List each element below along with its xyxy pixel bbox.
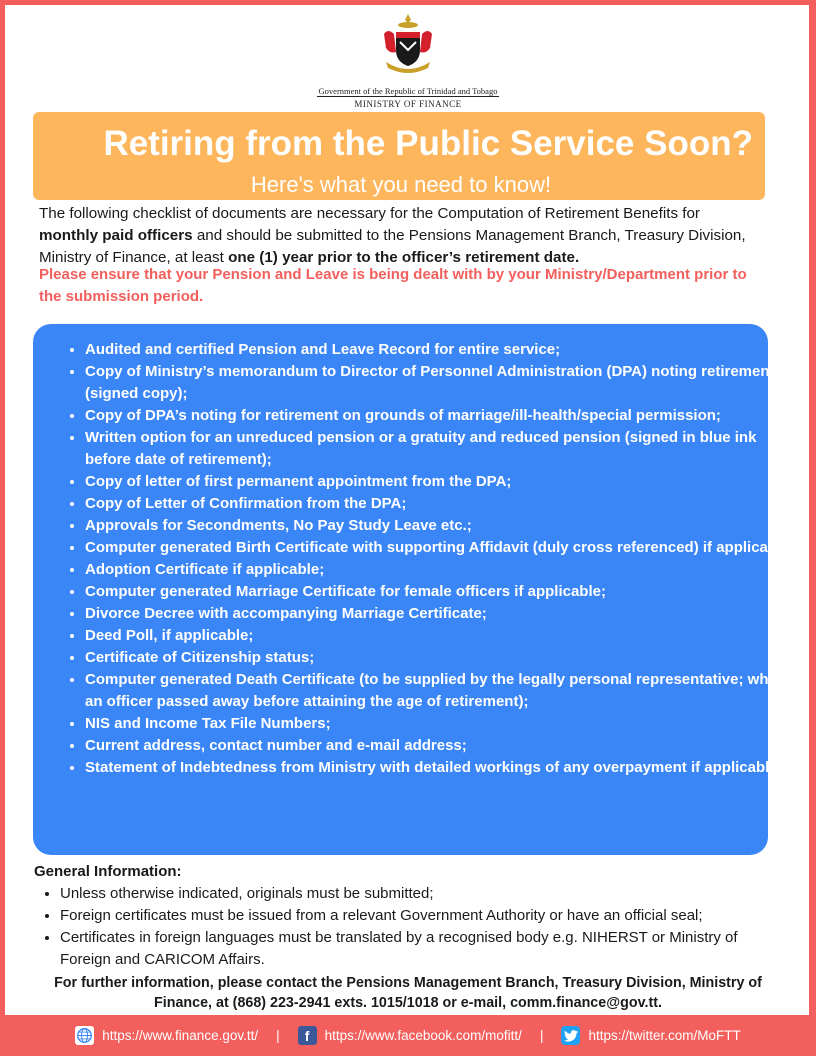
general-item: • Unless otherwise indicated, originals must be submitted; <box>60 883 774 905</box>
list-item: • Copy of letter of first permanent appointment from the DPA; <box>85 471 795 493</box>
footer-separator: | <box>539 1028 544 1043</box>
page-title: Retiring from the Public Service Soon? <box>103 124 753 163</box>
list-item: • Audited and certified Pension and Leave Record for entire service; <box>85 339 795 361</box>
list-item: • Copy of Letter of Confirmation from the DPA; <box>85 493 795 515</box>
intro-bold-2: one (1) year prior to the officer’s retirement date. <box>228 249 580 266</box>
general-information-heading: General Information: <box>34 863 182 880</box>
list-item: • Current address, contact number and e-mail address; <box>85 735 795 757</box>
list-item: • Deed Poll, if applicable; <box>85 625 795 647</box>
facebook-icon: f <box>298 1026 317 1045</box>
list-item: • Approvals for Secondments, No Pay Study Leave etc.; <box>85 515 795 537</box>
list-item: • Computer generated Marriage Certificate for female officers if applicable; <box>85 581 795 603</box>
warning-text: Please ensure that your Pension and Leave is being dealt with by your Ministry/Department prior to the submission period. <box>39 266 747 305</box>
left-border <box>0 0 5 1056</box>
logo-government-text: Government of the Republic of Trinidad and Tobago <box>318 86 498 96</box>
contact-information: For further information, please contact the Pensions Management Branch, Treasury Division, Ministry of Finance, at (868) 223-2941 exts. 1015/1018 or e-mail, comm.finance@gov.tt. <box>54 975 762 1011</box>
list-item: • Adoption Certificate if applicable; <box>85 559 795 581</box>
intro-paragraph <box>39 203 759 269</box>
twitter-icon <box>561 1026 580 1045</box>
globe-icon <box>75 1026 94 1045</box>
footer-links <box>0 1015 816 1056</box>
intro-text-2: and should be submitted to the Pensions Management Branch, Treasury Division, Ministry of Finance, at least <box>39 227 746 266</box>
facebook-url[interactable]: https://www.facebook.com/mofitt/ <box>324 1028 522 1043</box>
logo-ministry-text: MINISTRY OF FINANCE <box>354 99 462 109</box>
twitter-url[interactable]: https://twitter.com/MoFTT <box>588 1028 741 1043</box>
footer-separator: | <box>276 1028 280 1043</box>
list-item: • Written option for an unreduced pension or a gratuity and reduced pension (signed in blue ink before date of retirement); <box>85 427 795 471</box>
right-border <box>809 0 816 1056</box>
list-item: • Divorce Decree with accompanying Marriage Certificate; <box>85 603 795 625</box>
title-banner <box>33 112 765 200</box>
intro-bold-1: monthly paid officers <box>39 227 193 244</box>
list-item: • Copy of Ministry’s memorandum to Director of Personnel Administration (DPA) noting retirement (signed copy); <box>85 361 795 405</box>
website-link[interactable] <box>75 1026 258 1045</box>
twitter-link[interactable] <box>561 1026 740 1045</box>
list-item: • NIS and Income Tax File Numbers; <box>85 713 795 735</box>
general-information <box>34 861 774 971</box>
general-item: • Certificates in foreign languages must be translated by a recognised body e.g. NIHERST or Ministry of Foreign and CARICOM Affairs. <box>60 927 774 971</box>
list-item: • Certificate of Citizenship status; <box>85 647 795 669</box>
intro-text-1: The following checklist of documents are necessary for the Computation of Retirement Benefits for <box>39 205 700 222</box>
top-border <box>0 0 816 5</box>
document-checklist <box>33 324 795 855</box>
facebook-link[interactable] <box>298 1026 522 1045</box>
page-subtitle: Here's what you need to know! <box>250 172 552 197</box>
list-item: • Computer generated Death Certificate (to be supplied by the legally personal representative; where an officer passed away before attaining the age of retirement); <box>85 669 795 713</box>
ministry-logo <box>310 12 506 109</box>
coat-of-arms-icon <box>378 12 438 76</box>
list-item: • Computer generated Birth Certificate with supporting Affidavit (duly cross referenced) if applicable; <box>85 537 795 559</box>
general-item: • Foreign certificates must be issued from a relevant Government Authority or have an official seal; <box>60 905 774 927</box>
list-item: • Statement of Indebtedness from Ministry with detailed workings of any overpayment if applicable. <box>85 757 795 779</box>
website-url[interactable]: https://www.finance.gov.tt/ <box>102 1028 259 1043</box>
list-item: • Copy of DPA’s noting for retirement on grounds of marriage/ill-health/special permission; <box>85 405 795 427</box>
